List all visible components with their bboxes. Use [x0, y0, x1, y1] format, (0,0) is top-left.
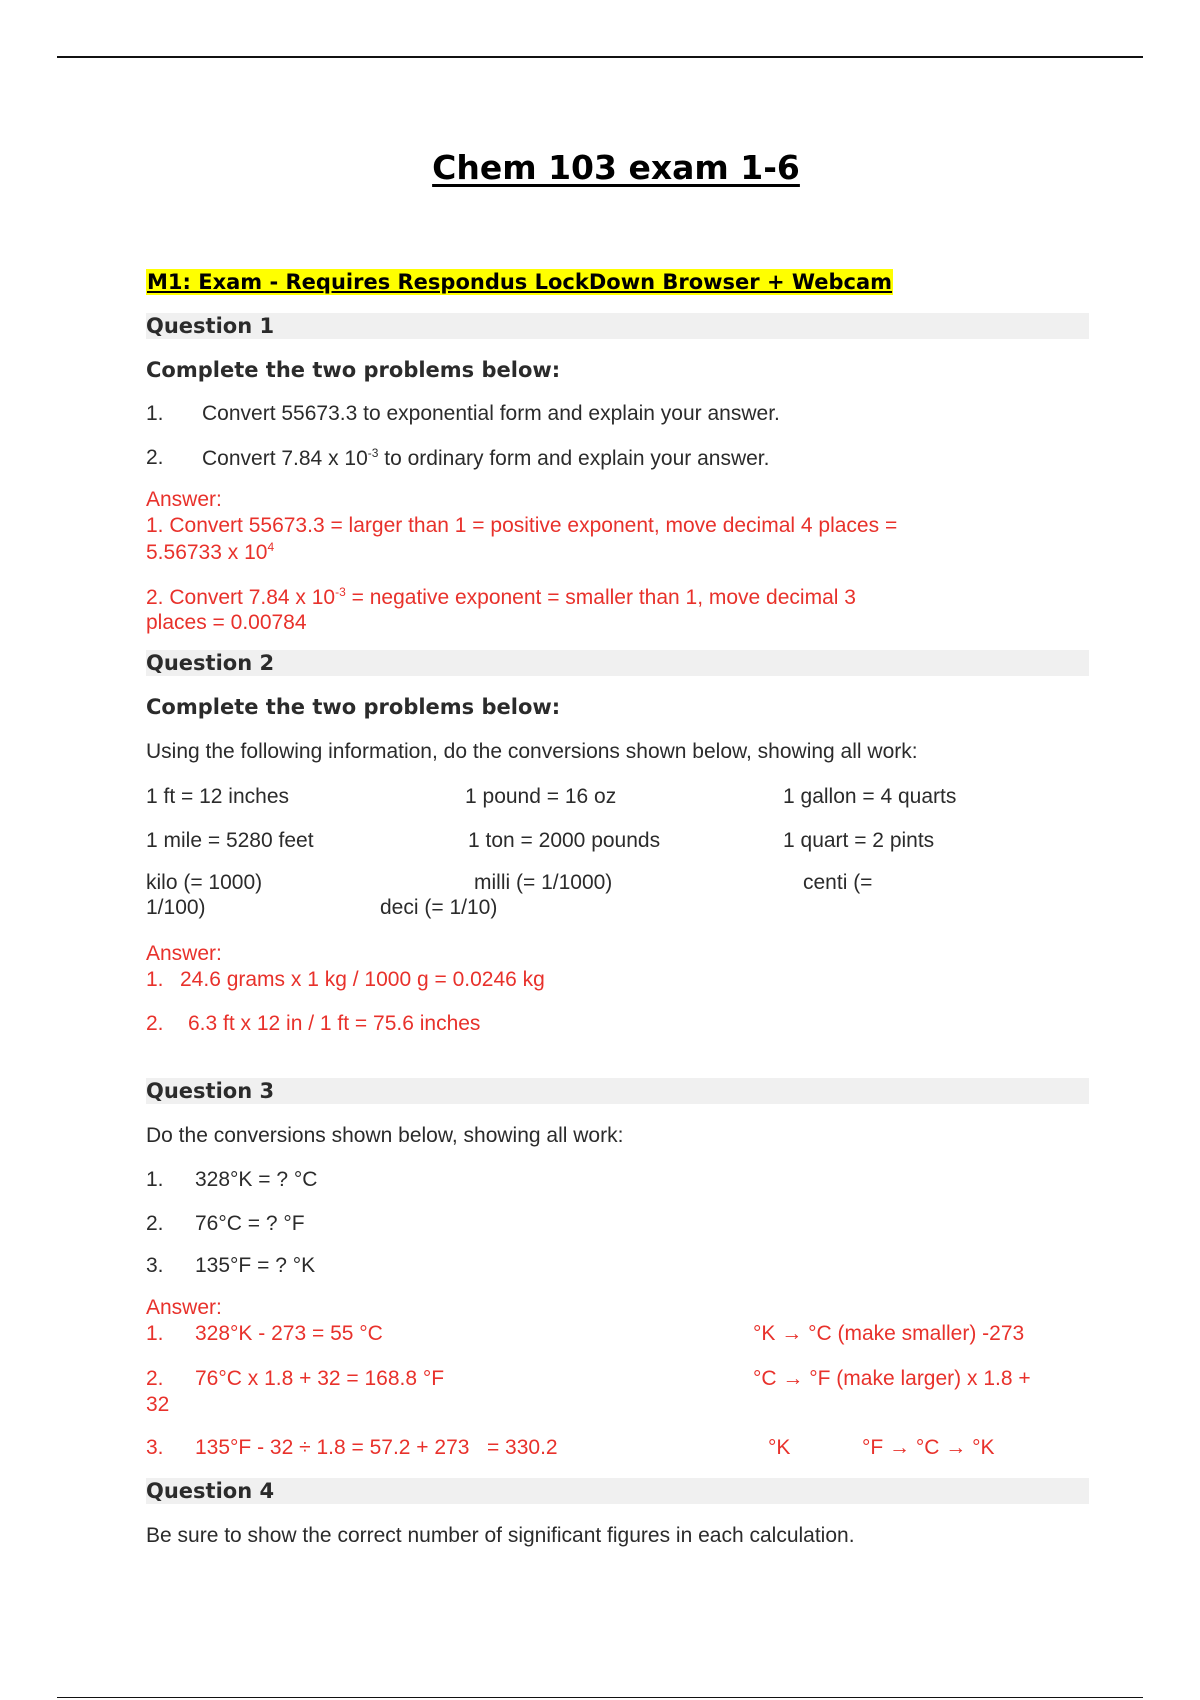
- q2-fact: 1 ft = 12 inches: [146, 785, 290, 808]
- q3-item-2-text: 76°C = ? °F: [195, 1212, 305, 1235]
- q3-item-2-number: 2.: [146, 1212, 164, 1235]
- q1-item-2-number: 2.: [146, 446, 164, 469]
- q3-item-1-text: 328°K = ? °C: [195, 1168, 318, 1191]
- prefix-centi: centi (=: [803, 871, 873, 894]
- q2-answer-1-number: 1.: [146, 968, 164, 991]
- q2-fact: 1 mile = 5280 feet: [146, 829, 314, 852]
- q3-answer-2-note: °C → °F (make larger) x 1.8 +: [753, 1367, 1031, 1390]
- q1-answer-1-line2: 5.56733 x $10^4$: [146, 540, 275, 564]
- q2-answer-2-text: 6.3 ft x 12 in / 1 ft = 75.6 inches: [188, 1012, 481, 1035]
- question-4-label: Question 4: [146, 1478, 1089, 1504]
- q3-answer-label: Answer:: [146, 1296, 222, 1319]
- question-2-heading: Complete the two problems below:: [146, 695, 561, 719]
- q1-item-1-number: 1.: [146, 402, 164, 425]
- q3-answer-1-number: 1.: [146, 1322, 164, 1345]
- q2-answer-1-text: 24.6 grams x 1 kg / 1000 g = 0.0246 kg: [180, 968, 545, 991]
- q2-fact: 1 ton = 2000 pounds: [468, 829, 661, 852]
- q3-answer-3-text: 135°F - 32 ÷ 1.8 = 57.2 + 273 = 330.2: [195, 1436, 558, 1459]
- q3-item-1-number: 1.: [146, 1168, 164, 1191]
- question-3-label: Question 3: [146, 1078, 1089, 1104]
- page-title: Chem 103 exam 1-6: [432, 148, 800, 187]
- q3-answer-3-number: 3.: [146, 1436, 164, 1459]
- q3-answer-2-text: 76°C x 1.8 + 32 = 168.8 °F: [195, 1367, 445, 1390]
- q2-intro: Using the following information, do the conversions shown below, showing all work:: [146, 740, 918, 763]
- q1-item-2-text: Convert 7.84 x $10^{-3}$ to ordinary form and explain your answer.: [202, 446, 770, 470]
- q2-fact: 1 gallon = 4 quarts: [783, 785, 957, 808]
- question-2-label: Question 2: [146, 650, 1089, 676]
- q4-text: Be sure to show the correct number of significant figures in each calculation.: [146, 1524, 855, 1547]
- q3-answer-1-note: °K → °C (make smaller) -273: [753, 1322, 1025, 1345]
- q3-item-3-text: 135°F = ? °K: [195, 1254, 316, 1277]
- q1-item-1-text: Convert 55673.3 to exponential form and explain your answer.: [202, 402, 780, 425]
- prefix-milli: milli (= 1/1000): [474, 871, 613, 894]
- module-title: M1: Exam - Requires Respondus LockDown Browser + Webcam: [147, 270, 893, 294]
- q3-answer-2-cont: 32: [146, 1393, 170, 1416]
- q1-answer-2-line2: places = 0.00784: [146, 611, 307, 634]
- prefix-centi-cont: 1/100): [146, 896, 206, 919]
- question-1-heading: Complete the two problems below:: [146, 358, 561, 382]
- question-1-label: Question 1: [146, 313, 1089, 339]
- top-rule: [57, 56, 1143, 58]
- prefix-kilo: kilo (= 1000): [146, 871, 263, 894]
- prefix-deci: deci (= 1/10): [380, 896, 498, 919]
- q3-answer-3-note: °F → °C → °K: [862, 1436, 995, 1459]
- q3-answer-1-text: 328°K - 273 = 55 °C: [195, 1322, 383, 1345]
- q2-fact: 1 quart = 2 pints: [783, 829, 935, 852]
- bottom-rule: [57, 1697, 1143, 1698]
- q2-fact: 1 pound = 16 oz: [465, 785, 617, 808]
- q3-answer-2-number: 2.: [146, 1367, 164, 1390]
- q1-answer-1-line1: 1. Convert 55673.3 = larger than 1 = positive exponent, move decimal 4 places =: [146, 514, 898, 537]
- q1-answer-label: Answer:: [146, 488, 222, 511]
- q3-item-3-number: 3.: [146, 1254, 164, 1277]
- q1-answer-2-line1: 2. Convert 7.84 x $10^{-3}$ = negative exponent = smaller than 1, move decimal 3: [146, 585, 856, 609]
- q2-answer-2-number: 2.: [146, 1012, 164, 1035]
- q2-answer-label: Answer:: [146, 942, 222, 965]
- q3-answer-3-unit: °K: [768, 1436, 791, 1459]
- q3-intro: Do the conversions shown below, showing all work:: [146, 1124, 624, 1147]
